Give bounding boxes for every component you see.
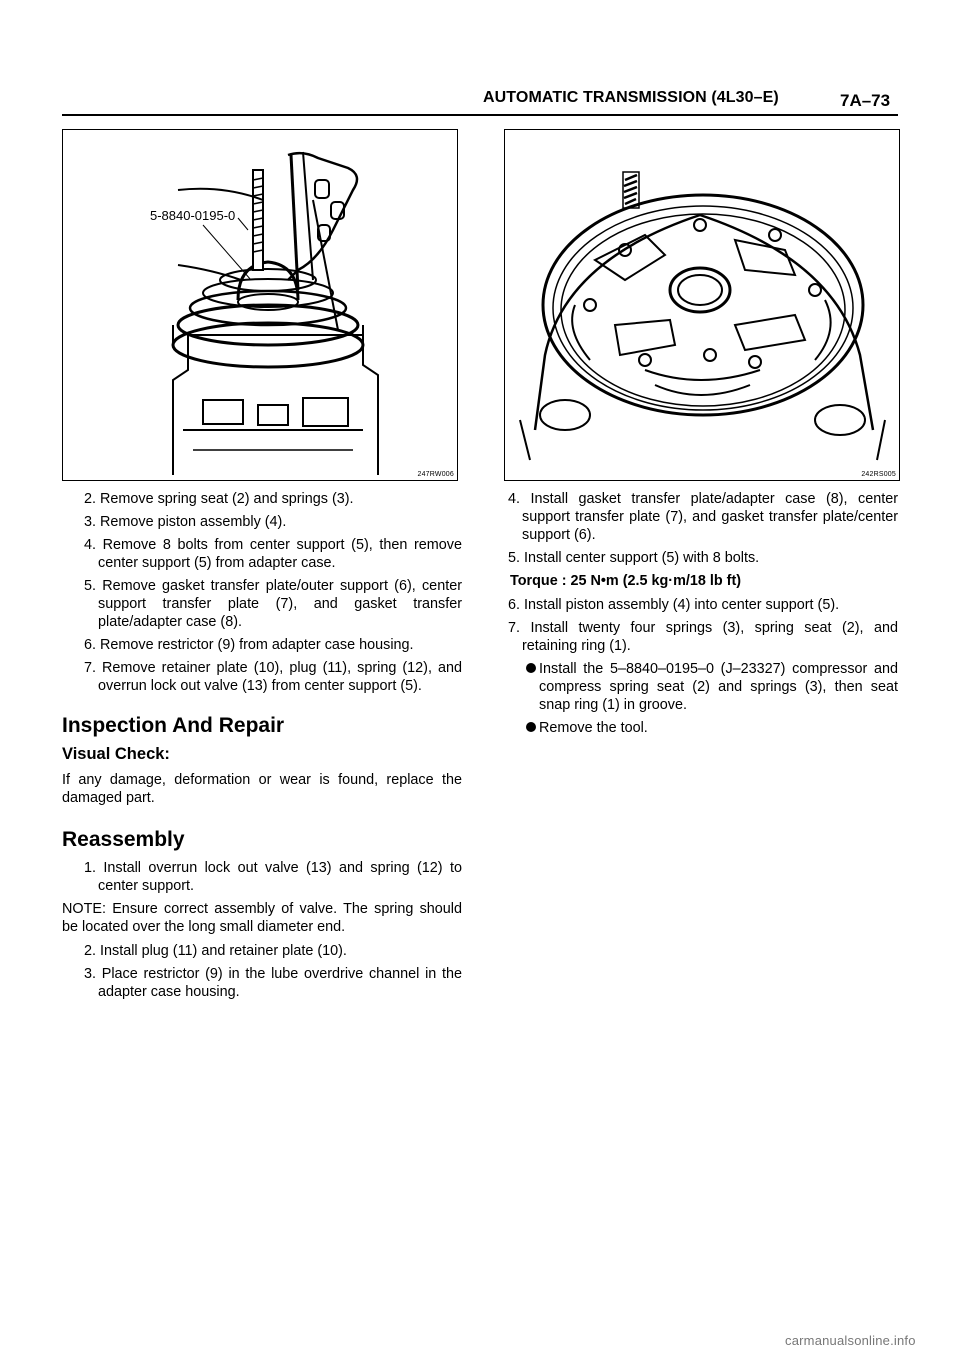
step-item: 6. Remove restrictor (9) from adapter case housing. [84,637,414,653]
header-rule [62,114,898,116]
step-item: 4. Remove 8 bolts from center support (5), then remove center support (5) from adapter case. [84,537,462,571]
note-text: NOTE: Ensure correct assembly of valve. The spring should be located over the long small diameter end. [62,901,462,935]
torque-spec: Torque : 25 N•m (2.5 kg·m/18 lb ft) [510,573,742,589]
bullet-icon [526,722,536,732]
reassembly-heading: Reassembly [62,828,185,851]
inspection-heading: Inspection And Repair [62,714,285,737]
figure-code: 247RW006 [417,471,454,478]
section-title: AUTOMATIC TRANSMISSION (4L30–E) [483,89,779,106]
right-column [496,490,898,742]
step-item: 7. Install twenty four springs (3), spring seat (2), and retaining ring (1). [508,620,898,654]
step-item: 3. Place restrictor (9) in the lube overdrive channel in the adapter case housing. [84,966,462,1000]
step-item: 4. Install gasket transfer plate/adapter case (8), center support transfer plate (7), and gasket transfer plate/center support (6). [508,491,898,543]
step-item: 6. Install piston assembly (4) into center support (5). [508,597,840,613]
step-item: 2. Install plug (11) and retainer plate (10). [84,943,347,959]
step-item: 5. Install center support (5) with 8 bolts. [508,550,760,566]
bullet-item: Remove the tool. [526,719,898,737]
bullet-icon [526,663,536,673]
inspection-text: If any damage, deformation or wear is found, replace the damaged part. [62,772,462,806]
step-item: 1. Install overrun lock out valve (13) and spring (12) to center support. [84,860,462,894]
step-item: 5. Remove gasket transfer plate/outer support (6), center support transfer plate (7), and gasket transfer plate/adapter case (8). [84,578,462,630]
step-item: 3. Remove piston assembly (4). [84,514,287,530]
step-item: 2. Remove spring seat (2) and springs (3). [84,491,354,507]
figure-compressor-tool [62,129,458,481]
page-number: 7A–73 [840,91,891,110]
figure-code: 242RS005 [861,471,896,478]
figure-center-support [504,129,900,481]
figure-callout-label: 5-8840-0195-0 [150,208,236,223]
compressor-tool-illustration [63,130,457,480]
left-column [62,490,462,1006]
center-support-illustration [505,130,899,480]
bullet-item: Install the 5–8840–0195–0 (J–23327) compressor and compress spring seat (2) and springs (3), then seat snap ring (1) in groove. [526,660,898,714]
footer-watermark: carmanualsonline.info [785,1333,916,1348]
visual-check-heading: Visual Check: [62,745,170,763]
step-item: 7. Remove retainer plate (10), plug (11), spring (12), and overrun lock out valve (13) from center support (5). [84,660,462,694]
